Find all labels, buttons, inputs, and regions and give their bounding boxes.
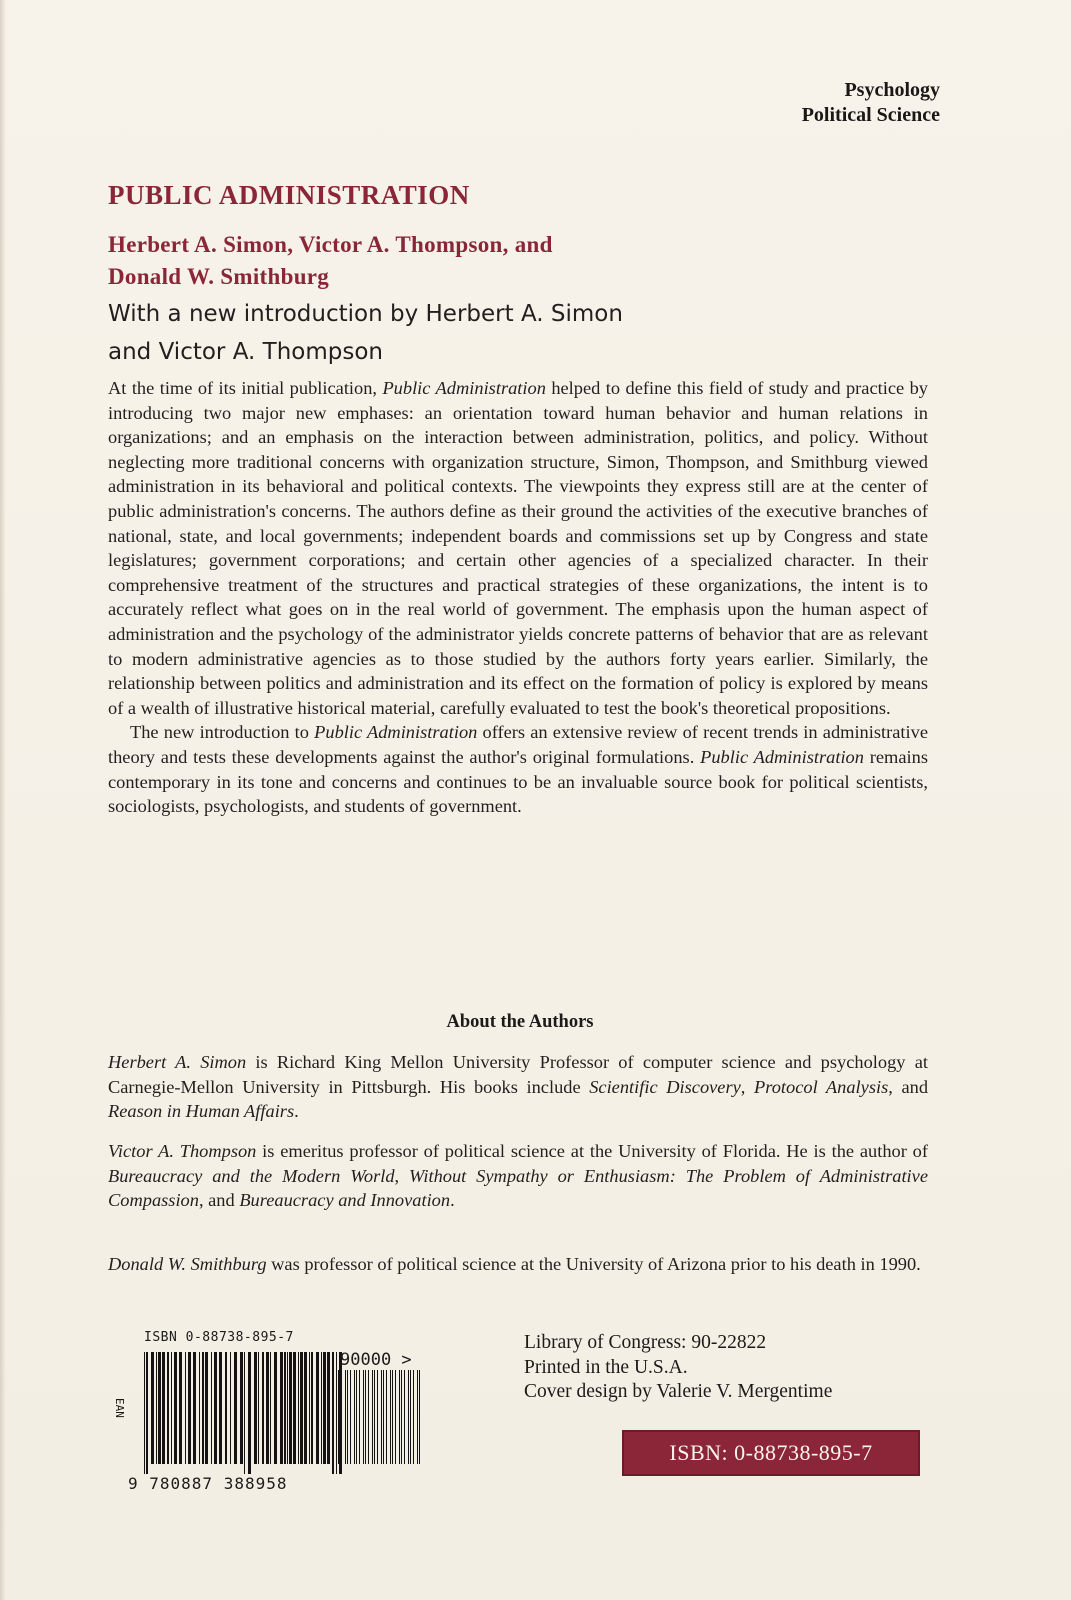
barcode-bar: [258, 1352, 259, 1464]
barcode-bar: [377, 1370, 378, 1464]
barcode-bar: [341, 1370, 342, 1464]
barcode-bar: [234, 1352, 237, 1464]
barcode-bar: [270, 1352, 271, 1464]
barcode-bar: [323, 1352, 326, 1464]
isbn-box: ISBN: 0-88738-895-7: [622, 1430, 920, 1476]
barcode-bar: [248, 1352, 251, 1474]
barcode-bar: [219, 1352, 222, 1464]
printed-in: Printed in the U.S.A.: [524, 1356, 688, 1378]
barcode-bar: [372, 1370, 373, 1464]
barcode-isbn-label: ISBN 0-88738-895-7: [144, 1330, 294, 1345]
barcode-bar: [287, 1352, 288, 1464]
subject-psychology: Psychology: [844, 79, 940, 101]
barcode-bar: [188, 1352, 191, 1464]
barcode-bar: [284, 1352, 286, 1464]
barcode-bar: [202, 1352, 204, 1464]
ean-label: EAN: [113, 1398, 126, 1418]
barcode-bar: [327, 1352, 330, 1464]
bio-donald-smithburg: Donald W. Smithburg was professor of political science at the University of Arizona prior to his death in 1990.: [108, 1254, 921, 1274]
authors-line-1: Herbert A. Simon, Victor A. Thompson, and: [108, 232, 553, 257]
barcode-bar: [185, 1352, 186, 1464]
barcode-bar: [262, 1352, 264, 1464]
barcode-bar: [156, 1352, 157, 1464]
barcode-bar: [205, 1352, 208, 1464]
barcode-bar: [359, 1370, 360, 1464]
barcode: [110, 1330, 450, 1500]
barcode-bar: [225, 1352, 227, 1464]
barcode-bar: [363, 1370, 364, 1464]
barcode-bar: [321, 1352, 322, 1464]
publication-info: [524, 1331, 944, 1405]
barcode-bar: [171, 1352, 172, 1464]
authors-line-2: Donald W. Smithburg: [108, 264, 330, 289]
ean-barcode-bars: [144, 1352, 344, 1474]
subject-categories: [802, 78, 940, 128]
barcode-bar: [417, 1370, 418, 1464]
addon-barcode-bars: [336, 1370, 421, 1474]
barcode-bar: [151, 1352, 154, 1464]
book-authors: [108, 229, 828, 293]
barcode-bar: [144, 1352, 145, 1474]
barcode-bar: [356, 1370, 357, 1464]
barcode-bar: [146, 1352, 148, 1474]
barcode-bar: [395, 1370, 396, 1464]
barcode-bar: [211, 1352, 212, 1464]
barcode-bar: [336, 1370, 337, 1464]
barcode-bar: [345, 1370, 346, 1464]
barcode-bar: [374, 1370, 375, 1464]
library-of-congress: Library of Congress: 90-22822: [524, 1332, 767, 1353]
description-paragraph-2: The new introduction to Public Administration offers an extensive review of recent trends in administrative theory and tests these developments against the author's original formulations. Public Administration remains contemporary in its tone and concerns and continues to be an invaluable source book for political scientists, sociologists, psychologists, and students of government.: [108, 722, 928, 817]
barcode-bar: [413, 1370, 414, 1464]
barcode-bar: [381, 1370, 382, 1464]
barcode-bar: [162, 1352, 165, 1464]
cover-design-credit: Cover design by Valerie V. Mergentime: [524, 1381, 833, 1402]
barcode-bar: [332, 1352, 334, 1474]
barcode-bar: [350, 1370, 351, 1464]
barcode-bar: [179, 1352, 182, 1464]
barcode-bar: [214, 1352, 217, 1464]
barcode-bar: [289, 1352, 292, 1464]
barcode-bar: [419, 1370, 420, 1464]
barcode-bar: [240, 1352, 243, 1464]
barcode-bar: [410, 1370, 411, 1464]
description-paragraph-1: At the time of its initial publication, Public Administration helped to define this field of study and practice by introducing two major new emphases: an orientation toward human behavior and human relations in organizations; and an emphasis on the interaction between administration, politics, and policy. Without neglecting more traditional concerns with organization structure, Simon, Thompson, and Smithburg viewed administration in its behavioral and political contexts. The viewpoints they express still are at the center of public administration's concerns. The authors define as their ground the activities of the executive branches of national, state, and local governments; independent boards and commissions set up by Congress and state legislatures; government corporations; and certain other agencies of a specialized character. In their comprehensive treatment of the structures and practical strategies of these organizations, the intent is to accurately reflect what goes on in the real world of government. The emphasis upon the human aspect of administration and the psychology of the administrator yields concrete patterns of behavior that are as relevant to modern administrative agencies as to those studied by the authors forty years earlier. Similarly, the relationship between politics and administration and its effect on the formation of policy is explored by means of a wealth of illustrative historical material, carefully evaluated to test the book's theoretical propositions.: [108, 378, 928, 718]
barcode-bar: [300, 1352, 303, 1464]
barcode-bar: [311, 1352, 313, 1464]
barcode-bar: [316, 1352, 319, 1464]
barcode-bar: [368, 1370, 369, 1464]
bio-herbert-simon: Herbert A. Simon is Richard King Mellon University Professor of computer science and psychology at Carnegie-Mellon University in Pittsburgh. His books include Scientific Discovery, Protocol Analysis, and Reason in Human Affairs.: [108, 1052, 929, 1122]
barcode-bar: [158, 1352, 161, 1464]
barcode-bar: [347, 1370, 348, 1464]
barcode-bar: [298, 1352, 299, 1464]
barcode-bar: [309, 1352, 310, 1464]
barcode-bar: [304, 1352, 307, 1464]
barcode-bar: [401, 1370, 402, 1464]
barcode-bar: [266, 1352, 269, 1464]
barcode-bar: [280, 1352, 283, 1464]
barcode-bar: [167, 1352, 169, 1464]
bio-victor-thompson: Victor A. Thompson is emeritus professor of political science at the University of Florida. He is the author of Bureaucracy and the Modern World, Without Sympathy or Enthusiasm: The Problem of Administrative Compassion, and Bureaucracy and Innovation.: [108, 1141, 928, 1211]
intro-line-1: With a new introduction by Herbert A. Simon: [108, 301, 623, 327]
barcode-addon-number: 90000 >: [340, 1350, 412, 1370]
barcode-bar: [365, 1370, 366, 1464]
barcode-bar: [193, 1352, 196, 1464]
book-title: PUBLIC ADMINISTRATION: [108, 180, 470, 210]
barcode-bar: [254, 1352, 257, 1464]
barcode-bar: [392, 1370, 393, 1464]
barcode-bar: [274, 1352, 277, 1464]
barcode-bar: [408, 1370, 409, 1464]
subject-political-science: Political Science: [801, 104, 940, 126]
barcode-bar: [390, 1370, 391, 1464]
cover-edge: [0, 0, 6, 1600]
barcode-bar: [399, 1370, 400, 1464]
barcode-bar: [230, 1352, 231, 1464]
ean-digits: 9 780887 388958: [128, 1474, 288, 1493]
barcode-bar: [293, 1352, 296, 1464]
barcode-bar: [199, 1352, 200, 1464]
intro-line-2: and Victor A. Thompson: [108, 339, 383, 365]
barcode-bar: [244, 1352, 245, 1474]
barcode-bar: [404, 1370, 405, 1464]
barcode-bar: [174, 1352, 177, 1464]
barcode-bar: [383, 1370, 384, 1464]
new-introduction-credit: [108, 295, 788, 371]
book-description: [108, 376, 928, 819]
barcode-bar: [338, 1370, 339, 1464]
about-authors-heading: About the Authors: [446, 1012, 594, 1032]
barcode-bar: [386, 1370, 387, 1464]
barcode-bar: [354, 1370, 355, 1464]
